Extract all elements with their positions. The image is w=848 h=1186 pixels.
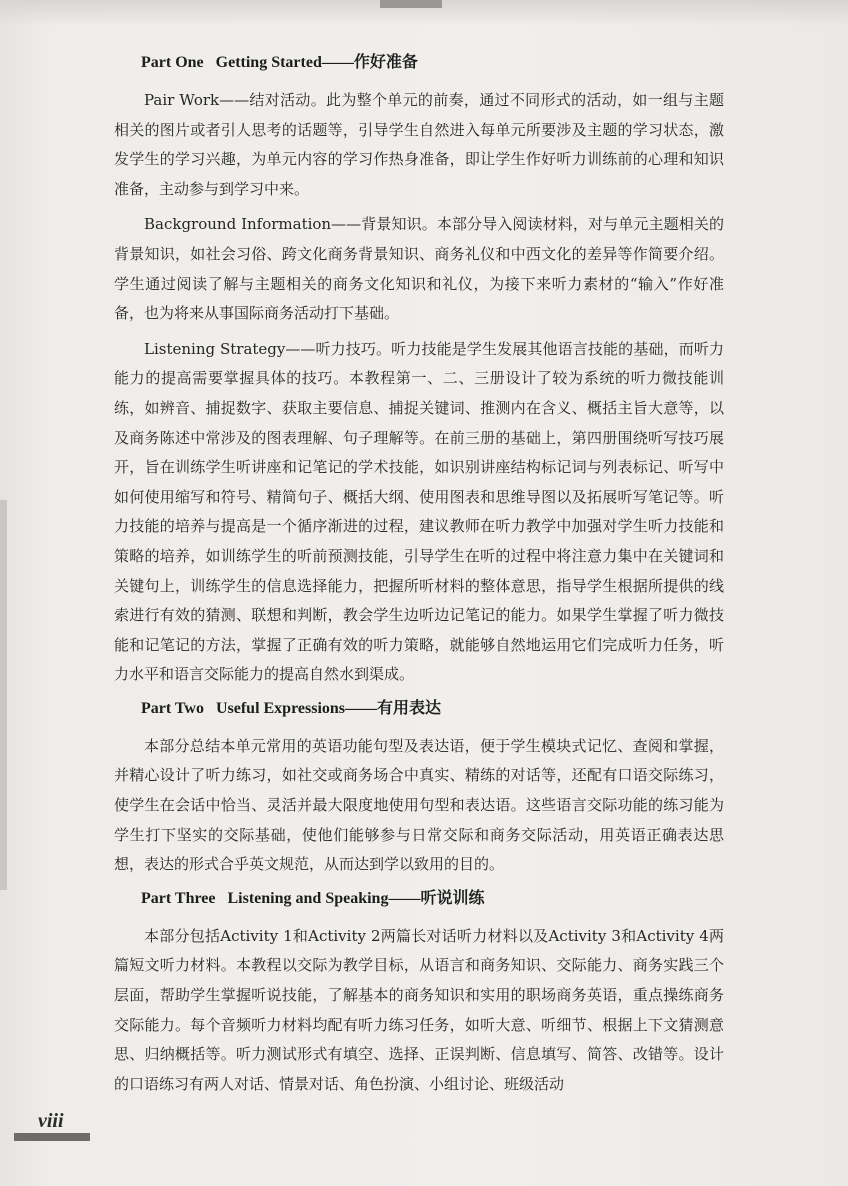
heading-part-zh: ——作好准备 [321,54,418,71]
heading-part-zh: ——有用表达 [345,699,442,717]
heading-part-title: Useful Expressions [215,699,346,717]
heading-part-title: Getting Started [215,54,322,71]
paragraph-background-information: Background Information——背景知识。本部分导入阅读材料，对与单元主题相关的背景知识，如社会习俗、跨文化商务背景知识、商务礼仪和中西文化的差异等作简要介绍。学生通过阅读了解与主题相关的商务文化知识和礼仪，为接下来听力素材的“输入”作好准备，也为将来从事国际商务活动打下基础。 [114,215,724,323]
heading-part-label: Part Three [141,889,216,907]
heading-part-label: Part Two [141,699,204,717]
paragraph-listening-and-speaking: 本部分包括Activity 1和Activity 2两篇长对话听力材料以及Activity 3和Activity 4两篇短文听力材料。本教程以交际为教学目标，从语言和商务知识、交际能力、商务实践三个层面，帮助学生掌握听说技能，了解基本的商务知识和实用的职场商务英语，重点操练商务交际能力。每个音频听力材料均配有听力练习任务，如听大意、听细节、根据上下文猜测意思、归纳概括等。听力测试形式有填空、选择、正误判断、信息填写、简答、改错等。设计的口语练习有两人对话、情景对话、角色扮演、小组讨论、班级活动 [114,926,724,1093]
section-heading-part-three [141,888,724,910]
page-number-bar [14,1133,90,1141]
heading-part-zh: ——听说训练 [388,889,485,907]
section-heading-part-two [141,698,724,720]
page-content [114,52,724,1105]
page-number: viii [38,1110,64,1132]
page-top-mark [380,0,442,8]
paragraph-pair-work: Pair Work——结对活动。此为整个单元的前奏，通过不同形式的活动，如一组与主题相关的图片或者引人思考的话题等，引导学生自然进入每单元所要涉及主题的学习状态，激发学生的学习兴趣，为单元内容的学习作热身准备，即让学生作好听力训练前的心理和知识准备，主动参与到学习中来。 [114,91,724,198]
section-heading-part-one [141,52,724,74]
paragraph-listening-strategy: Listening Strategy——听力技巧。听力技能是学生发展其他语言技能的基础，而听力能力的提高需要掌握具体的技巧。本教程第一、二、三册设计了较为系统的听力微技能训练，如辨音、捕捉数字、获取主要信息、捕捉关键词、推测内在含义、概括主旨大意等，以及商务陈述中常涉及的图表理解、句子理解等。在前三册的基础上，第四册围绕听写技巧展开，旨在训练学生听讲座和记笔记的学术技能，如识别讲座结构标记词与列表标记、听写中如何使用缩写和符号、精简句子、概括大纲、使用图表和思维导图以及拓展听写笔记等。听力技能的培养与提高是一个循序渐进的过程，建议教师在听力教学中加强对学生听力技能和策略的培养，如训练学生的听前预测技能，引导学生在听的过程中将注意力集中在关键词和关键句上，训练学生的信息选择能力，把握所听材料的整体意思，指导学生根据所提供的线索进行有效的猜测、联想和判断，教会学生边听边记笔记的能力。如果学生掌握了听力微技能和记笔记的方法，掌握了正确有效的听力策略，就能够自然地运用它们完成听力任务，听力水平和语言交际能力的提高自然水到渠成。 [114,339,724,684]
heading-part-title: Listening and Speaking [227,889,389,907]
paragraph-useful-expressions: 本部分总结本单元常用的英语功能句型及表达语，便于学生模块式记忆、查阅和掌握，并精心设计了听力练习，如社交或商务场合中真实、精练的对话等，还配有口语交际练习，使学生在会话中恰当、灵活并最大限度地使用句型和表达语。这些语言交际功能的练习能为学生打下坚实的交际基础，使他们能够参与日常交际和商务交际活动，用英语正确表达思想，表达的形式合乎英文规范，从而达到学以致用的目的。 [114,736,724,874]
heading-part-label: Part One [141,54,204,71]
page-edge-shadow [0,500,7,890]
